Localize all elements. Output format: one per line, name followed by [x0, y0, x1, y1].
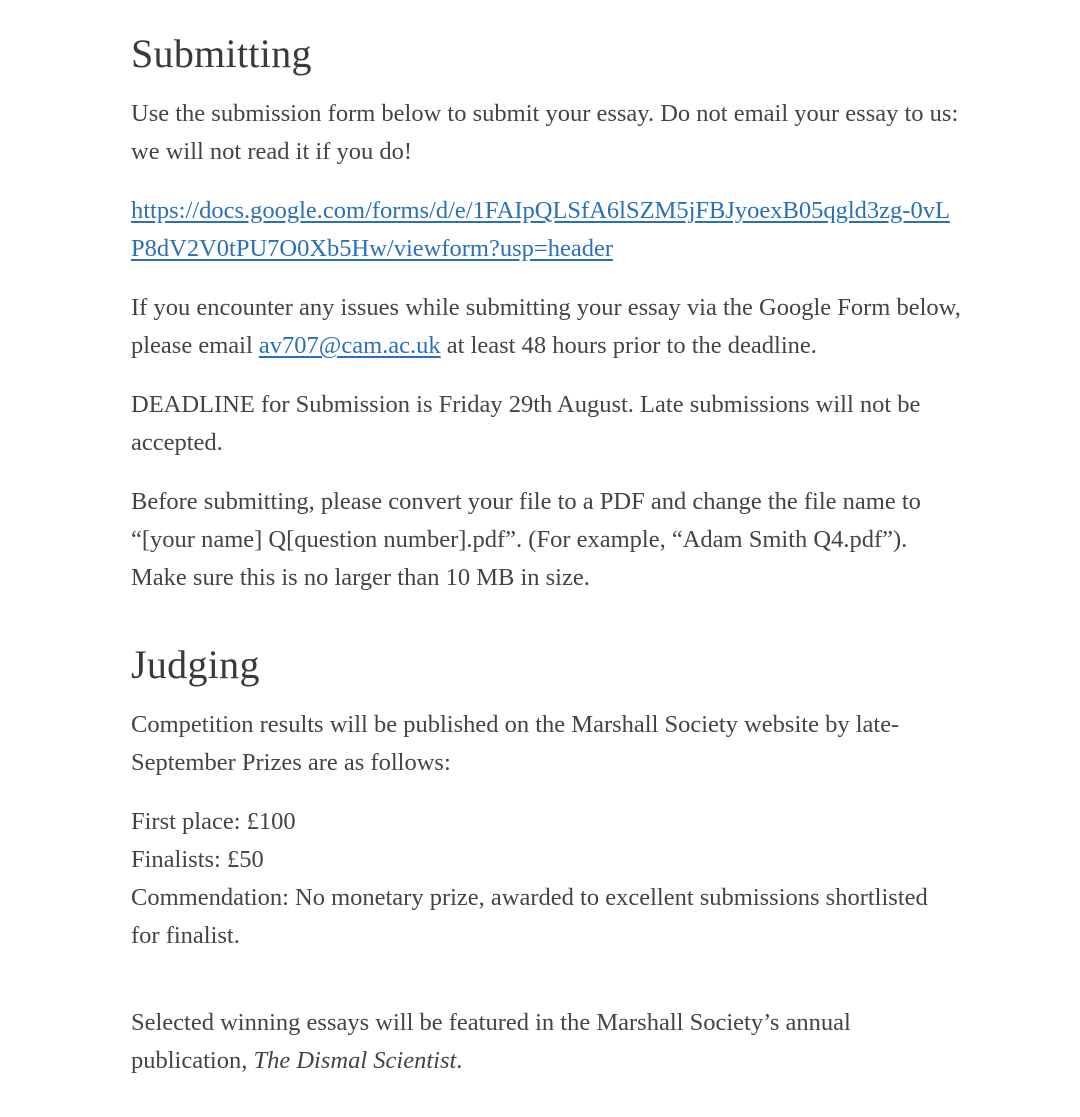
prizes-list: [131, 803, 961, 955]
pdf-instructions-paragraph: Before submitting, please convert your file to a PDF and change the file name to “[your name] Q[question number].pdf”. (For example, “Adam Smith Q4.pdf”). Make sure this is no larger than 10 MB in size.: [131, 488, 921, 591]
publication-text-after: .: [456, 1047, 463, 1074]
prize-first-place: First place: £100: [131, 808, 296, 835]
prize-finalists: Finalists: £50: [131, 846, 264, 873]
issues-paragraph: [131, 289, 961, 365]
form-link-paragraph: [131, 192, 961, 268]
submitting-intro-paragraph: Use the submission form below to submit your essay. Do not email your essay to us: we will not read it if you do!: [131, 100, 959, 165]
deadline-paragraph: DEADLINE for Submission is Friday 29th August. Late submissions will not be accepted.: [131, 391, 921, 456]
article-content: [131, 26, 961, 1080]
results-paragraph: Competition results will be published on the Marshall Society website by late-September Prizes are as follows:: [131, 711, 900, 776]
issues-text-before: If you encounter any issues while submitting your essay via the Google Form below, please email: [131, 294, 961, 359]
google-form-link[interactable]: https://docs.google.com/forms/d/e/1FAIpQLSfA6lSZM5jFBJyoexB05qgld3zg-0vLP8dV2V0tPU7O0Xb5Hw/viewform?usp=header: [131, 197, 950, 262]
submitting-heading: Submitting: [131, 31, 312, 76]
issues-text-after: at least 48 hours prior to the deadline.: [440, 332, 817, 359]
publication-paragraph: [131, 1004, 961, 1080]
prize-commendation: Commendation: No monetary prize, awarded to excellent submissions shortlisted for finalist.: [131, 884, 928, 949]
judging-heading: Judging: [131, 642, 260, 687]
support-email-link[interactable]: av707@cam.ac.uk: [258, 332, 441, 359]
publication-title: The Dismal Scientist: [253, 1047, 457, 1074]
publication-text-before: Selected winning essays will be featured in the Marshall Society’s annual publication,: [131, 1009, 851, 1074]
